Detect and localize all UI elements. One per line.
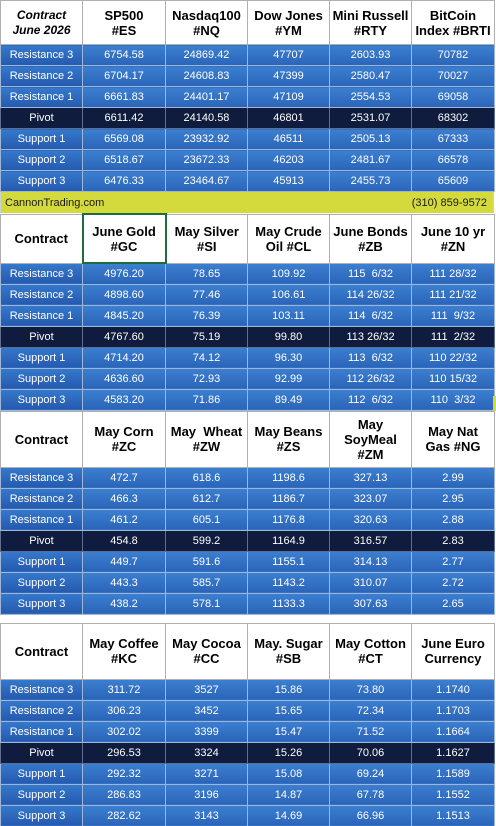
column-header-zs[interactable]: May Beans #ZS: [248, 411, 330, 467]
value-cell[interactable]: 4845.20: [83, 305, 166, 326]
column-header-sb[interactable]: May. Sugar #SB: [248, 623, 330, 679]
value-cell[interactable]: 438.2: [83, 593, 166, 614]
column-header-ng[interactable]: May Nat Gas #NG: [412, 411, 495, 467]
value-cell[interactable]: 314.13: [330, 551, 412, 572]
value-cell[interactable]: 15.08: [248, 763, 330, 784]
value-cell[interactable]: 591.6: [166, 551, 248, 572]
level-row: [1, 763, 495, 784]
value-cell[interactable]: 1143.2: [248, 572, 330, 593]
value-cell[interactable]: 109.92: [248, 263, 330, 284]
value-cell[interactable]: 78.65: [166, 263, 248, 284]
value-cell[interactable]: 327.13: [330, 467, 412, 488]
value-cell[interactable]: 618.6: [166, 467, 248, 488]
value-cell[interactable]: 2603.93: [330, 45, 412, 66]
value-cell[interactable]: 6569.08: [83, 129, 166, 150]
row-label[interactable]: Support 3: [1, 389, 83, 410]
value-cell[interactable]: 113 26/32: [330, 326, 412, 347]
column-header-nq[interactable]: Nasdaq100 #NQ: [166, 1, 248, 45]
column-header-kc[interactable]: May Coffee #KC: [83, 623, 166, 679]
level-row: [1, 572, 495, 593]
value-cell[interactable]: 1155.1: [248, 551, 330, 572]
value-cell[interactable]: 1133.3: [248, 593, 330, 614]
value-cell[interactable]: 115 6/32: [330, 263, 412, 284]
value-cell[interactable]: 72.93: [166, 368, 248, 389]
contact-banner: [0, 192, 494, 213]
header-row: [1, 411, 495, 467]
column-header-rty[interactable]: Mini Russell #RTY: [330, 1, 412, 45]
row-label[interactable]: Support 1: [1, 763, 83, 784]
row-label[interactable]: Resistance 3: [1, 467, 83, 488]
level-row: [1, 368, 495, 389]
value-cell[interactable]: 112 26/32: [330, 368, 412, 389]
contract-month-header[interactable]: Contract June 2026: [1, 1, 83, 45]
value-cell[interactable]: 307.63: [330, 593, 412, 614]
value-cell[interactable]: 461.2: [83, 509, 166, 530]
value-cell[interactable]: 2.65: [412, 593, 495, 614]
value-cell[interactable]: 449.7: [83, 551, 166, 572]
phone-number: (310) 859-9572: [411, 196, 487, 209]
value-cell[interactable]: 69.24: [330, 763, 412, 784]
level-row: [1, 129, 495, 150]
header-row: [1, 623, 495, 679]
value-cell[interactable]: 75.19: [166, 326, 248, 347]
level-row: [1, 805, 495, 826]
value-cell[interactable]: 76.39: [166, 305, 248, 326]
row-label[interactable]: Pivot: [1, 530, 83, 551]
value-cell[interactable]: 77.46: [166, 284, 248, 305]
level-row: [1, 784, 495, 805]
row-label[interactable]: Resistance 2: [1, 284, 83, 305]
value-cell[interactable]: 24869.42: [166, 45, 248, 66]
row-label[interactable]: Support 3: [1, 593, 83, 614]
row-label[interactable]: Resistance 2: [1, 488, 83, 509]
value-cell[interactable]: 67333: [412, 129, 495, 150]
row-label[interactable]: Resistance 1: [1, 305, 83, 326]
value-cell[interactable]: 69058: [412, 87, 495, 108]
value-cell[interactable]: 110 15/32: [412, 368, 495, 389]
value-cell[interactable]: 292.32: [83, 763, 166, 784]
value-cell[interactable]: 111 28/32: [412, 263, 495, 284]
row-label[interactable]: Resistance 3: [1, 679, 83, 700]
column-header-gc[interactable]: June Gold #GC: [83, 214, 166, 263]
value-cell[interactable]: 1.1627: [412, 742, 495, 763]
value-cell[interactable]: 70027: [412, 66, 495, 87]
value-cell[interactable]: 14.87: [248, 784, 330, 805]
value-cell[interactable]: 47109: [248, 87, 330, 108]
header-row: [1, 1, 495, 45]
value-cell[interactable]: 282.62: [83, 805, 166, 826]
value-cell[interactable]: 311.72: [83, 679, 166, 700]
pivot-table-grains-gas: [0, 411, 495, 615]
column-header-zm[interactable]: May SoyMeal #ZM: [330, 411, 412, 467]
column-header-zn[interactable]: June 10 yr #ZN: [412, 214, 495, 263]
value-cell[interactable]: 3271: [166, 763, 248, 784]
row-label[interactable]: Pivot: [1, 326, 83, 347]
value-cell[interactable]: 47707: [248, 45, 330, 66]
value-cell[interactable]: 6476.33: [83, 171, 166, 192]
value-cell[interactable]: 3452: [166, 700, 248, 721]
row-label[interactable]: Pivot: [1, 742, 83, 763]
value-cell[interactable]: 15.47: [248, 721, 330, 742]
value-cell[interactable]: 71.86: [166, 389, 248, 410]
value-cell[interactable]: 111 9/32: [412, 305, 495, 326]
column-header-ct[interactable]: May Cotton #CT: [330, 623, 412, 679]
column-header-zc[interactable]: May Corn #ZC: [83, 411, 166, 467]
level-row: [1, 509, 495, 530]
level-row: [1, 488, 495, 509]
header-row: [1, 214, 495, 263]
value-cell[interactable]: 6704.17: [83, 66, 166, 87]
value-cell[interactable]: 599.2: [166, 530, 248, 551]
value-cell[interactable]: 4583.20: [83, 389, 166, 410]
column-header-cc[interactable]: May Cocoa #CC: [166, 623, 248, 679]
value-cell[interactable]: 310.07: [330, 572, 412, 593]
value-cell[interactable]: 65609: [412, 171, 495, 192]
pivot-table-stock-indices: [0, 0, 495, 192]
level-row: [1, 679, 495, 700]
value-cell[interactable]: 1.1703: [412, 700, 495, 721]
row-label[interactable]: Support 2: [1, 368, 83, 389]
value-cell[interactable]: 605.1: [166, 509, 248, 530]
row-label[interactable]: Resistance 2: [1, 700, 83, 721]
value-cell[interactable]: 45913: [248, 171, 330, 192]
column-header-zw[interactable]: May Wheat #ZW: [166, 411, 248, 467]
value-cell[interactable]: 24401.17: [166, 87, 248, 108]
value-cell[interactable]: 46203: [248, 150, 330, 171]
value-cell[interactable]: 6611.42: [83, 108, 166, 129]
value-cell[interactable]: 111 21/32: [412, 284, 495, 305]
value-cell[interactable]: 323.07: [330, 488, 412, 509]
column-header-brti[interactable]: BitCoin Index #BRTI: [412, 1, 495, 45]
value-cell[interactable]: 3143: [166, 805, 248, 826]
value-cell[interactable]: 114 26/32: [330, 284, 412, 305]
value-cell[interactable]: 73.80: [330, 679, 412, 700]
value-cell[interactable]: 454.8: [83, 530, 166, 551]
value-cell[interactable]: 286.83: [83, 784, 166, 805]
level-row: [1, 389, 495, 410]
value-cell[interactable]: 1.1552: [412, 784, 495, 805]
value-cell[interactable]: 66578: [412, 150, 495, 171]
value-cell[interactable]: 302.02: [83, 721, 166, 742]
level-row: [1, 171, 495, 192]
value-cell[interactable]: 1186.7: [248, 488, 330, 509]
value-cell[interactable]: 4636.60: [83, 368, 166, 389]
value-cell[interactable]: 89.49: [248, 389, 330, 410]
value-cell[interactable]: 2.72: [412, 572, 495, 593]
value-cell[interactable]: 4976.20: [83, 263, 166, 284]
value-cell[interactable]: 67.78: [330, 784, 412, 805]
value-cell[interactable]: 296.53: [83, 742, 166, 763]
level-row: [1, 263, 495, 284]
row-label[interactable]: Resistance 3: [1, 45, 83, 66]
pivot-row: [1, 530, 495, 551]
value-cell[interactable]: 113 6/32: [330, 347, 412, 368]
value-cell[interactable]: 2.83: [412, 530, 495, 551]
value-cell[interactable]: 15.26: [248, 742, 330, 763]
row-label[interactable]: Pivot: [1, 108, 83, 129]
value-cell[interactable]: 443.3: [83, 572, 166, 593]
value-cell[interactable]: 103.11: [248, 305, 330, 326]
column-header-es[interactable]: SP500 #ES: [83, 1, 166, 45]
contract-header[interactable]: Contract: [1, 623, 83, 679]
value-cell[interactable]: 92.99: [248, 368, 330, 389]
value-cell[interactable]: 3399: [166, 721, 248, 742]
value-cell[interactable]: 4767.60: [83, 326, 166, 347]
value-cell[interactable]: 110 3/32: [412, 389, 495, 410]
value-cell[interactable]: 612.7: [166, 488, 248, 509]
level-row: [1, 87, 495, 108]
value-cell[interactable]: 2455.73: [330, 171, 412, 192]
row-label[interactable]: Support 2: [1, 784, 83, 805]
value-cell[interactable]: 110 22/32: [412, 347, 495, 368]
value-cell[interactable]: 466.3: [83, 488, 166, 509]
value-cell[interactable]: 99.80: [248, 326, 330, 347]
value-cell[interactable]: 6754.58: [83, 45, 166, 66]
level-row: [1, 467, 495, 488]
contract-header[interactable]: Contract: [1, 214, 83, 263]
value-cell[interactable]: 2505.13: [330, 129, 412, 150]
level-row: [1, 45, 495, 66]
pivot-table-softs-currency: [0, 623, 495, 826]
value-cell[interactable]: 2580.47: [330, 66, 412, 87]
value-cell[interactable]: 4898.60: [83, 284, 166, 305]
value-cell[interactable]: 111 2/32: [412, 326, 495, 347]
row-label[interactable]: Support 2: [1, 150, 83, 171]
value-cell[interactable]: 1.1513: [412, 805, 495, 826]
value-cell[interactable]: 3324: [166, 742, 248, 763]
row-label[interactable]: Support 2: [1, 572, 83, 593]
value-cell[interactable]: 472.7: [83, 467, 166, 488]
value-cell[interactable]: 114 6/32: [330, 305, 412, 326]
value-cell[interactable]: 2554.53: [330, 87, 412, 108]
value-cell[interactable]: 70782: [412, 45, 495, 66]
value-cell[interactable]: 24608.83: [166, 66, 248, 87]
pivot-table-metals-energy-rates: [0, 213, 495, 411]
value-cell[interactable]: 1198.6: [248, 467, 330, 488]
value-cell[interactable]: 2.99: [412, 467, 495, 488]
value-cell[interactable]: 66.96: [330, 805, 412, 826]
level-row: [1, 66, 495, 87]
value-cell[interactable]: 1.1740: [412, 679, 495, 700]
value-cell[interactable]: 47399: [248, 66, 330, 87]
value-cell[interactable]: 23932.92: [166, 129, 248, 150]
value-cell[interactable]: 1.1664: [412, 721, 495, 742]
level-row: [1, 347, 495, 368]
column-header-ym[interactable]: Dow Jones #YM: [248, 1, 330, 45]
value-cell[interactable]: 96.30: [248, 347, 330, 368]
row-label[interactable]: Support 1: [1, 551, 83, 572]
value-cell[interactable]: 3196: [166, 784, 248, 805]
value-cell[interactable]: 2.77: [412, 551, 495, 572]
value-cell[interactable]: 585.7: [166, 572, 248, 593]
value-cell[interactable]: 1176.8: [248, 509, 330, 530]
level-row: [1, 150, 495, 171]
level-row: [1, 305, 495, 326]
row-label[interactable]: Resistance 3: [1, 263, 83, 284]
value-cell[interactable]: 2481.67: [330, 150, 412, 171]
value-cell[interactable]: 15.65: [248, 700, 330, 721]
value-cell[interactable]: 3527: [166, 679, 248, 700]
row-label[interactable]: Resistance 1: [1, 87, 83, 108]
value-cell[interactable]: 23672.33: [166, 150, 248, 171]
pivot-row: [1, 742, 495, 763]
value-cell[interactable]: 1.1589: [412, 763, 495, 784]
column-header-si[interactable]: May Silver #SI: [166, 214, 248, 263]
value-cell[interactable]: 306.23: [83, 700, 166, 721]
value-cell[interactable]: 2.95: [412, 488, 495, 509]
value-cell[interactable]: 112 6/32: [330, 389, 412, 410]
value-cell[interactable]: 2.88: [412, 509, 495, 530]
level-row: [1, 593, 495, 614]
row-label[interactable]: Resistance 2: [1, 66, 83, 87]
website-text[interactable]: CannonTrading.com: [5, 196, 105, 209]
row-label[interactable]: Support 3: [1, 171, 83, 192]
level-row: [1, 284, 495, 305]
value-cell[interactable]: 71.52: [330, 721, 412, 742]
value-cell[interactable]: 578.1: [166, 593, 248, 614]
value-cell[interactable]: 15.86: [248, 679, 330, 700]
value-cell[interactable]: 6518.67: [83, 150, 166, 171]
value-cell[interactable]: 23464.67: [166, 171, 248, 192]
column-header-zb[interactable]: June Bonds #ZB: [330, 214, 412, 263]
value-cell[interactable]: 24140.58: [166, 108, 248, 129]
value-cell[interactable]: 6661.83: [83, 87, 166, 108]
value-cell[interactable]: 68302: [412, 108, 495, 129]
row-label[interactable]: Support 1: [1, 347, 83, 368]
level-row: [1, 551, 495, 572]
value-cell[interactable]: 72.34: [330, 700, 412, 721]
value-cell[interactable]: 316.57: [330, 530, 412, 551]
row-label[interactable]: Support 1: [1, 129, 83, 150]
value-cell[interactable]: 14.69: [248, 805, 330, 826]
pivot-row: [1, 108, 495, 129]
value-cell[interactable]: 320.63: [330, 509, 412, 530]
level-row: [1, 700, 495, 721]
value-cell[interactable]: 70.06: [330, 742, 412, 763]
pivot-row: [1, 326, 495, 347]
value-cell[interactable]: 46511: [248, 129, 330, 150]
row-label[interactable]: Resistance 1: [1, 509, 83, 530]
column-header-euro[interactable]: June Euro Currency: [412, 623, 495, 679]
contract-header[interactable]: Contract: [1, 411, 83, 467]
value-cell[interactable]: 106.61: [248, 284, 330, 305]
column-header-cl[interactable]: May Crude Oil #CL: [248, 214, 330, 263]
value-cell[interactable]: 2531.07: [330, 108, 412, 129]
level-row: [1, 721, 495, 742]
value-cell[interactable]: 1164.9: [248, 530, 330, 551]
value-cell[interactable]: 4714.20: [83, 347, 166, 368]
value-cell[interactable]: 46801: [248, 108, 330, 129]
value-cell[interactable]: 74.12: [166, 347, 248, 368]
row-label[interactable]: Resistance 1: [1, 721, 83, 742]
row-label[interactable]: Support 3: [1, 805, 83, 826]
